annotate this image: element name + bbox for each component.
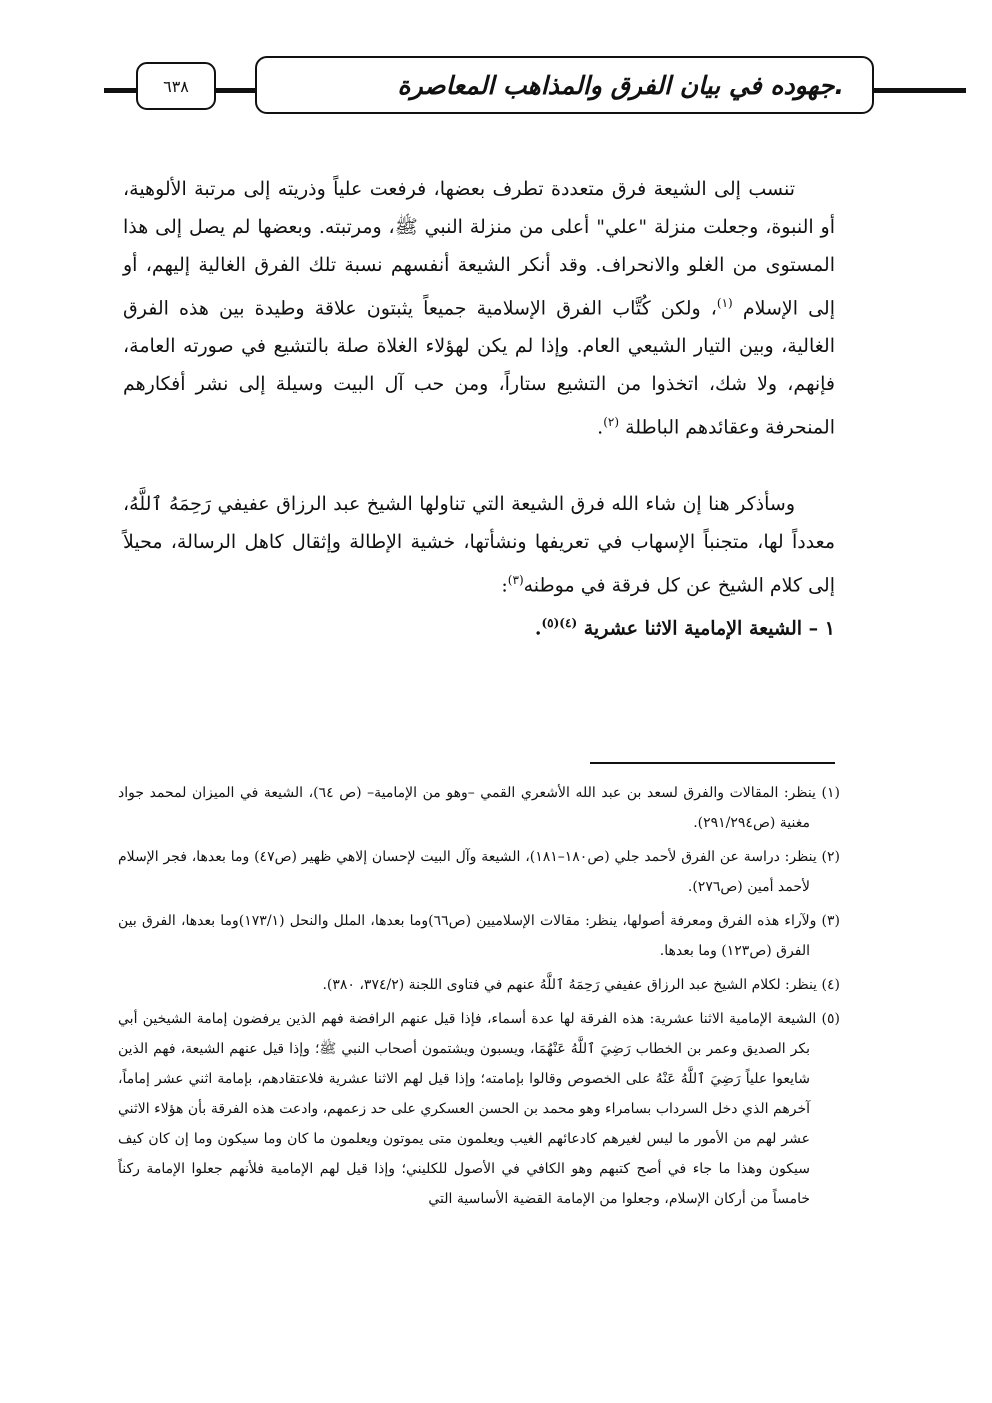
footnote-ref-2[interactable]: (٢) bbox=[603, 415, 620, 430]
footnote-separator bbox=[590, 762, 835, 764]
footnotes bbox=[118, 778, 840, 1218]
running-title-box bbox=[255, 56, 874, 114]
header-rule-left bbox=[104, 88, 137, 93]
section-heading-text: ١ – الشيعة الإمامية الاثنا عشرية bbox=[583, 617, 835, 640]
paragraph-2 bbox=[123, 485, 835, 604]
footnote-3: (٣) ولآراء هذه الفرق ومعرفة أصولها، ينظر: مقالات الإسلاميين (ص٦٦)وما بعدها، الملل والنحل (١٧٣/١)وما بعدها، الفرق بين الفرق (ص١٢٣) وما بعدها. bbox=[118, 913, 840, 959]
footnote-2: (٢) ينظر: دراسة عن الفرق لأحمد جلي (ص١٨٠–١٨١)، الشيعة وآل البيت لإحسان إلاهي ظهير (ص٤٧) وما بعدها، فجر الإسلام لأحمد أمين (ص٢٧٦). bbox=[118, 849, 841, 895]
footnote-5: (٥) الشيعة الإمامية الاثنا عشرية: هذه الفرقة لها عدة أسماء، فإذا قيل عنهم الرافضة فهم الذين يرفضون إمامة الشيخين أبي بكر الصديق وعمر بن الخطاب رَضِيَ ٱللَّهُ عَنْهُمَا، ويسبون ويشتمون أصحاب النبي ﷺ؛ وإذا قيل عنهم الشيعة، فهم الذين شايعوا علياً رَضِيَ ٱللَّهُ عَنْهُ على الخصوص وقالوا بإمامته؛ وإذا قيل لهم الاثنا عشرية فلاعتقادهم، بإمامة اثني عشر إماماً، آخرهم الذي دخل السرداب بسامراء وهو محمد بن الحسن العسكري على حد زعمهم، وادعت هذه الفرقة بأن هؤلاء الاثني عشر لهم من الأمور ما ليس لغيرهم كادعائهم الغيب ويعلمون متى يموتون ويعلمون ما كان وما سيكون وما إن كان كيف سيكون وهذا ما جاء في أصح كتبهم وهو الكافي في الأصول للكليني؛ وإذا قيل لهم الإمامية فلأنهم جعلوا الإمامة ركناً خامساً من أركان الإسلام، وجعلوا من الإمامة القضية الأساسية التي bbox=[118, 1011, 840, 1207]
footnote-ref-1[interactable]: (١) bbox=[716, 296, 733, 310]
footnote-ref-4-5[interactable]: (٤)(٥) bbox=[541, 615, 578, 630]
section-heading bbox=[123, 604, 835, 647]
page-number-box bbox=[136, 62, 216, 110]
main-text bbox=[123, 170, 835, 647]
section-heading-end: . bbox=[534, 617, 542, 640]
paragraph-1-text-cont: ، ولكن كُتَّاب الفرق الإسلامية جميعاً يثبتون علاقة وطيدة بين هذه الفرق الغالية، وبين التيار الشيعي العام. وإذا لم يكن لهؤلاء الغلاة صلة بالتشيع في صورته العامة، فإنهم، ولا شك، اتخذوا من التشيع ستاراً، ومن حب آل البيت وسيلة إلى نشر أفكارهم المنحرفة وعقائدهم الباطلة bbox=[123, 297, 835, 439]
footnote-4: (٤) ينظر: لكلام الشيخ عبد الرزاق عفيفي رَحِمَهُ ٱللَّهُ عنهم في فتاوى اللجنة (٣٧٤/٢، ٣٨٠). bbox=[322, 977, 840, 993]
paragraph-1-text: تنسب إلى الشيعة فرق متعددة تطرف بعضها، فرفعت علياً وذريته إلى مرتبة الألوهية، أو النبوة، وجعلت منزلة "علي" أعلى من منزلة النبي ﷺ، ومرتبته. وبعضها لم يصل إلى هذا المستوى من الغلو والانحراف. وقد أنكر الشيعة أنفسهم نسبة تلك الفرق الغالية إليهم، أو إلى الإسلام bbox=[123, 178, 835, 320]
page-number: ٦٣٨ bbox=[163, 76, 189, 96]
paragraph-1 bbox=[123, 170, 835, 447]
footnote-1: (١) ينظر: المقالات والفرق لسعد بن عبد الله الأشعري القمي –وهو من الإمامية– (ص ٦٤)، الشيعة في الميزان لمحمد جواد مغنية (ص٢٩١/٢٩٤). bbox=[118, 785, 840, 831]
paragraph-1-end: . bbox=[597, 416, 604, 439]
header-rule-right bbox=[872, 88, 966, 93]
header-rule-middle bbox=[216, 88, 256, 93]
running-title: جهوده في بيان الفرق والمذاهب المعاصرة. bbox=[397, 70, 844, 100]
paragraph-2-text: وسأذكر هنا إن شاء الله فرق الشيعة التي تناولها الشيخ عبد الرزاق عفيفي رَحِمَهُ ٱللَّهُ، معدداً لها، متجنباً الإسهاب في تعريفها ونشأتها، خشية الإطالة وإثقال كاهل الرسالة، محيلاً إلى كلام الشيخ عن كل فرقة في موطنه bbox=[123, 492, 835, 596]
footnote-ref-3[interactable]: (٣) bbox=[507, 572, 524, 587]
paragraph-2-end: : bbox=[501, 573, 508, 596]
page-header bbox=[0, 0, 992, 130]
